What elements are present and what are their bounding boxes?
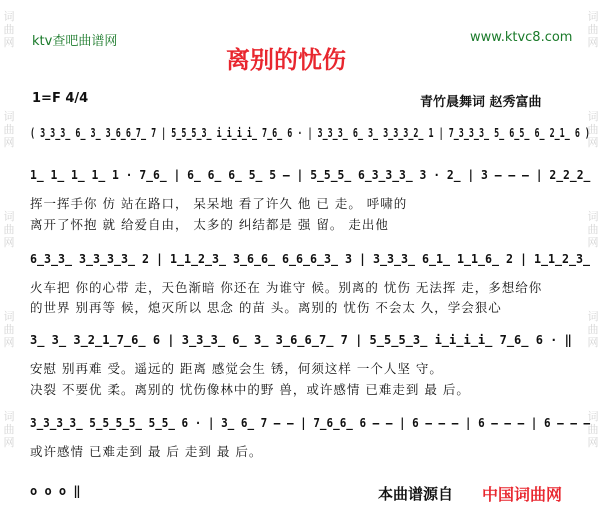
site-url-right[interactable]: www.ktvc8.com [470, 30, 573, 45]
lyric-line-2a: 挥一挥手你 仿 站在路口， 呆呆地 看了许久 他 已 走。 呼啸的 [30, 196, 408, 211]
watermark-right-1: 词曲网 [587, 10, 599, 49]
site-name-left: ktv查吧曲谱网 [32, 34, 118, 49]
footer-source-label: 本曲谱源自 [378, 485, 454, 503]
lyric-line-3a: 火车把 你的心带 走，天色渐暗 你还在 为谁守 候。别离的 忧伤 无法挥 走，多想给你 [30, 280, 543, 295]
watermark-left-5: 词曲网 [3, 410, 15, 449]
watermark-left-3: 词曲网 [3, 210, 15, 249]
watermark-left-1: 词曲网 [3, 10, 15, 49]
footer-site-name[interactable]: 中国词曲网 [482, 485, 563, 504]
lyric-line-2b: 离开了怀抱 就 给爱自由， 太多的 纠结都是 强 留。 走出他 [30, 217, 389, 232]
watermark-left-4: 词曲网 [3, 310, 15, 349]
song-title: 离别的忧伤 [226, 45, 346, 74]
key-signature: 1=F 4/4 [32, 91, 89, 106]
lyric-line-4a: 安慰 别再难 受。遥远的 距离 感觉会生 锈，何须这样 一个人坚 守。 [30, 361, 443, 376]
watermark-right-2: 词曲网 [587, 110, 599, 149]
watermark-left-2: 词曲网 [3, 110, 15, 149]
lyric-line-4b: 决裂 不要优 柔。离别的 忧伤像林中的野 兽，或许感情 已难走到 最 后。 [30, 382, 470, 397]
score-line-4: 3̲ 3̲ 3̲2̲1̲7̲6̲ 6 | 3̲3̲3̲ 6̲ 3̲ 3̲6̲6̲7̲ 7 | 5̲5̲5̲3̲ i̲i̲i̲i̲ 7̲6̲ 6 · ‖ [30, 333, 572, 347]
score-line-intro: ( 3̲3̲3̲ 6̲ 3̲ 3̲6̲6̲7̲ 7 | 5̲5̲5̲3̲ i̲i̲i̲i̲ 7̲6̲ 6 · | 3̲3̲3̲ 6̲ 3̲ 3̲3̲3̲2̲ 1 | 7̲3̲3̲3̲ 5̲ 6̲5̲ 6̲ 2̲1̲ 6 ) [30, 126, 590, 140]
watermark-right-5: 词曲网 [587, 410, 599, 449]
watermark-right-3: 词曲网 [587, 210, 599, 249]
score-line-2: 1̲ 1̲ 1̲ 1̲ 1 · 7̲6̲ | 6̲ 6̲ 6̲ 5̲ 5 – | 5̲5̲5̲ 6̲3̲3̲3̲ 3 · 2̲ | 3 – – – | 2̲2̲2̲ [30, 168, 591, 182]
song-credits: 青竹晨舞词 赵秀富曲 [420, 95, 542, 110]
lyric-line-5: 或许感情 已难走到 最 后 走到 最 后。 [30, 444, 263, 459]
watermark-right-4: 词曲网 [587, 310, 599, 349]
lyric-line-3b: 的世界 别再等 候，熄灭所以 思念 的苗 头。离别的 忧伤 不会太 久，学会狠心 [30, 300, 502, 315]
score-line-3: 6̲3̲3̲ 3̲3̲3̲3̲ 2 | 1̲1̲2̲3̲ 3̲6̲6̲ 6̲6̲6̲3̲ 3 | 3̲3̲3̲ 6̲1̲ 1̲1̲6̲ 2 | 1̲1̲2̲3̲ [30, 252, 590, 266]
score-line-5: 3̲3̲3̲3̲ 5̲5̲5̲5̲ 5̲5̲ 6 · | 3̲ 6̲ 7 – – | 7̲6̲6̲ 6 – – | 6 – – – | 6 – – – | 6 – – – [30, 416, 591, 430]
score-line-final: o o o ‖ [30, 484, 81, 498]
